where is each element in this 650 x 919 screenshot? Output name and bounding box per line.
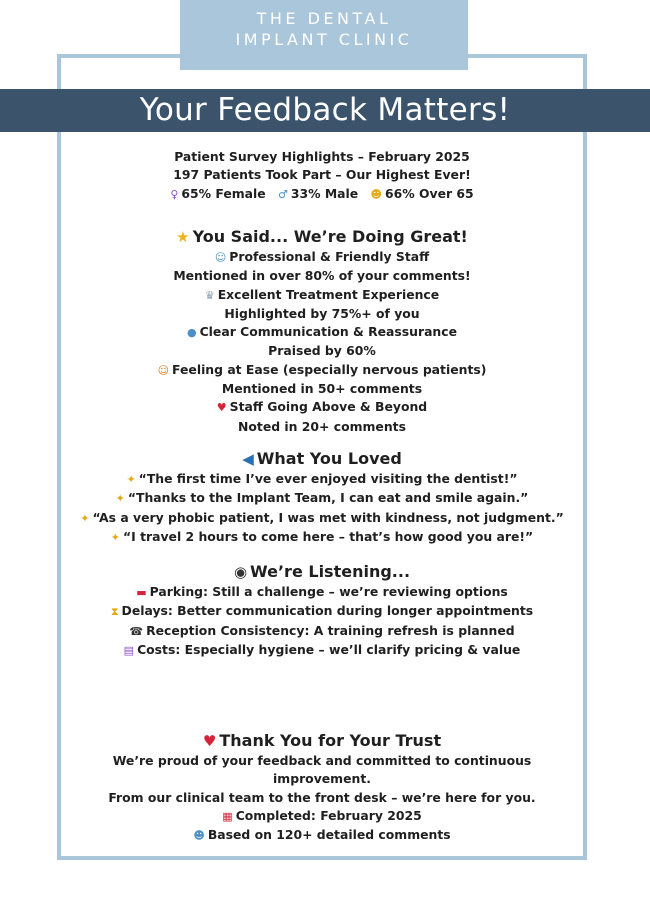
thank-you-section	[62, 730, 582, 845]
item-detail: Noted in 20+ comments	[238, 418, 406, 434]
demographics-row	[62, 185, 582, 204]
we-are-listening-section	[62, 561, 582, 660]
item-detail: Mentioned in over 80% of your comments!	[173, 268, 471, 284]
clinic-name-line1: THE DENTAL	[256, 9, 392, 28]
you-said-heading	[62, 226, 582, 248]
listening-heading-text: We’re Listening...	[250, 562, 411, 581]
quote-item	[62, 470, 582, 489]
speech-bubble-icon: ●	[186, 326, 197, 340]
item-text: Delays: Better communication during longer appointments	[121, 603, 534, 619]
car-icon: ▬	[136, 586, 147, 599]
calendar-icon: ▦	[222, 809, 233, 823]
star-icon: ★	[176, 228, 190, 246]
stat-female: 65% Female	[181, 185, 266, 201]
quote-text: “Thanks to the Implant Team, I can eat and smile again.”	[127, 490, 529, 506]
item-title: Excellent Treatment Experience	[217, 286, 440, 302]
survey-highlights-section	[62, 148, 582, 204]
item-text: Parking: Still a challenge – we’re reviewing options	[149, 584, 508, 599]
man-icon: ♂	[278, 187, 288, 201]
eye-icon: ◉	[233, 563, 248, 581]
item-detail: Praised by 60%	[268, 343, 376, 359]
thanks-heading-text: Thank You for Your Trust	[219, 731, 442, 750]
hourglass-icon: ⧗	[110, 605, 119, 619]
list-item	[62, 248, 582, 267]
clinic-logo-box	[180, 0, 468, 70]
quote-item	[62, 509, 582, 528]
loved-heading-text: What You Loved	[256, 449, 402, 468]
item-text: Costs: Especially hygiene – we’ll clarify pricing & value	[137, 641, 521, 657]
money-icon: ▤	[123, 643, 135, 657]
stat-male: 33% Male	[290, 185, 359, 201]
completed-text: Completed: February 2025	[235, 807, 422, 823]
list-item	[62, 583, 582, 602]
participants-text: 197 Patients Took Part – Our Highest Ever!	[173, 167, 471, 183]
item-detail: Highlighted by 75%+ of you	[224, 305, 420, 321]
item-title: Professional & Friendly Staff	[229, 249, 430, 264]
phone-icon: ☎	[129, 624, 144, 638]
listening-heading	[62, 561, 582, 583]
you-said-heading-text: You Said... We’re Doing Great!	[192, 227, 468, 246]
quote-item	[62, 528, 582, 547]
you-said-section	[62, 226, 582, 436]
based-on-row	[62, 826, 582, 845]
item-title: Feeling at Ease (especially nervous patients)	[172, 361, 487, 377]
megaphone-icon: ◀	[242, 450, 254, 468]
sparkles-icon: ✦	[80, 511, 90, 525]
heart-icon: ♥	[216, 401, 227, 415]
what-you-loved-section	[62, 448, 582, 547]
highlights-title: Patient Survey Highlights – February 2025	[174, 149, 470, 164]
quote-item	[62, 489, 582, 508]
woman-icon: ♀	[170, 187, 179, 201]
heart-icon: ♥	[202, 732, 217, 750]
list-item	[62, 622, 582, 641]
item-detail: Mentioned in 50+ comments	[221, 381, 423, 397]
page-title: Your Feedback Matters!	[139, 92, 511, 128]
list-item	[62, 361, 582, 380]
thanks-line2: From our clinical team to the front desk – we’re here for you.	[108, 789, 536, 805]
sparkles-icon: ✦	[110, 530, 121, 544]
list-item	[62, 286, 582, 305]
sparkles-icon: ✦	[115, 492, 125, 506]
stat-over-65: 66% Over 65	[385, 185, 474, 201]
quote-text: “The first time I’ve ever enjoyed visiting the dentist!”	[138, 471, 518, 486]
list-item	[62, 641, 582, 660]
loved-heading	[62, 448, 582, 470]
list-item	[62, 323, 582, 342]
older-person-icon: ☻	[370, 187, 382, 201]
item-title: Clear Communication & Reassurance	[199, 324, 458, 340]
list-item	[62, 602, 582, 621]
based-on-text: Based on 120+ detailed comments	[207, 827, 451, 843]
title-banner	[0, 89, 650, 132]
quote-text: “As a very phobic patient, I was met with kindness, not judgment.”	[92, 509, 564, 525]
sparkles-icon: ✦	[126, 473, 136, 486]
completed-row	[62, 807, 582, 826]
thanks-heading	[62, 730, 582, 752]
item-text: Reception Consistency: A training refresh is planned	[146, 622, 515, 638]
people-icon: ☻	[193, 829, 205, 843]
clinic-name-line2: IMPLANT CLINIC	[235, 30, 413, 49]
quote-text: “I travel 2 hours to come here – that’s how good you are!”	[123, 528, 534, 544]
smile-icon: ☺	[157, 363, 170, 377]
list-item	[62, 398, 582, 417]
tooth-icon: ♛	[204, 288, 215, 302]
thanks-line1: We’re proud of your feedback and committed to continuous improvement.	[112, 753, 532, 787]
dentist-icon: ☺	[214, 251, 227, 264]
item-title: Staff Going Above & Beyond	[229, 399, 428, 415]
